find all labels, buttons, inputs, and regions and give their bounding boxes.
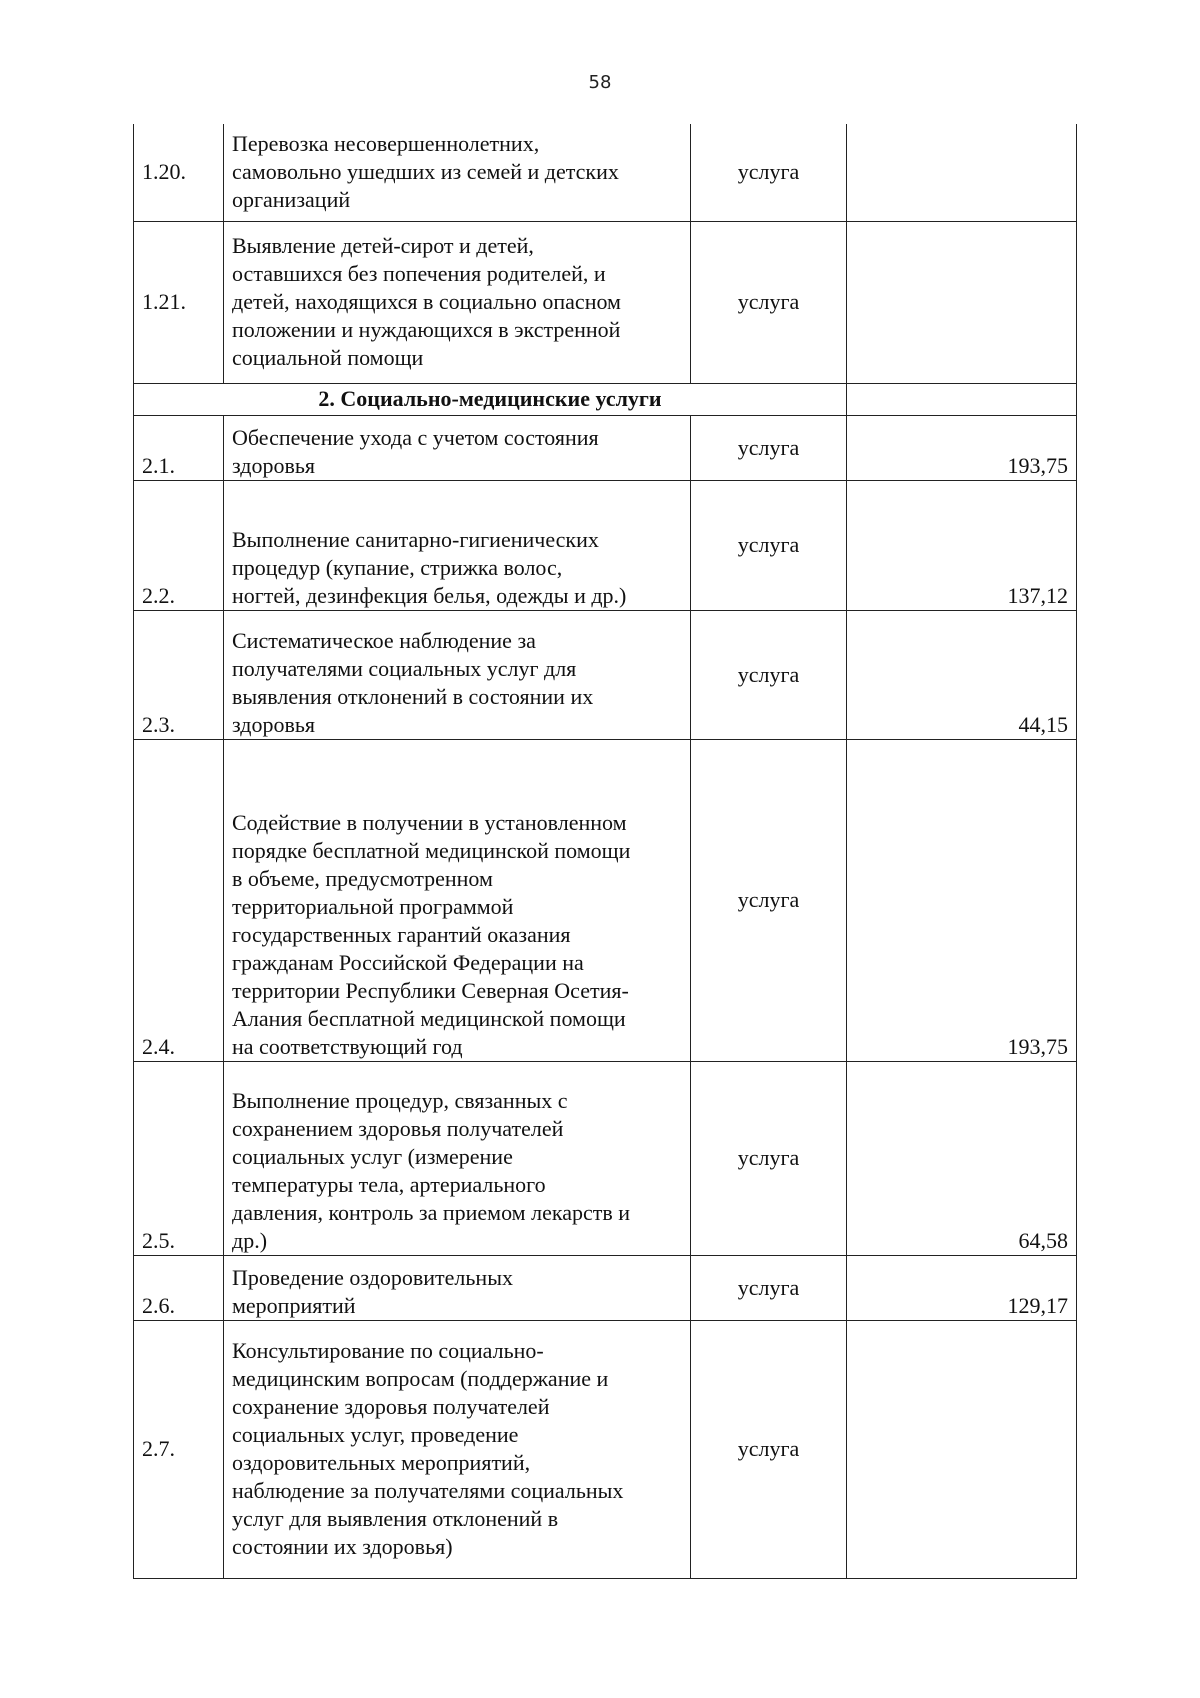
- price-cell: 44,15: [847, 610, 1077, 739]
- price-cell: 193,75: [847, 415, 1077, 480]
- price-cell: 129,17: [847, 1255, 1077, 1320]
- table-row: [134, 1255, 1077, 1320]
- price-cell: 64,58: [847, 1061, 1077, 1255]
- service-name: Содействие в получении в установленном порядке бесплатной медицинской помощи в объеме, предусмотренном территориальной программой государственных гарантий оказания гражданам Российской Федерации на территории Республики Северная Осетия- Алания бесплатной медицинской помощи на соответствующий год: [224, 739, 691, 1061]
- table-row: [134, 415, 1077, 480]
- row-number: 2.3.: [134, 610, 224, 739]
- unit-cell: услуга: [691, 480, 847, 610]
- unit-cell: услуга: [691, 221, 847, 383]
- row-number: 2.7.: [134, 1320, 224, 1578]
- unit-cell: услуга: [691, 610, 847, 739]
- table-row: [134, 221, 1077, 383]
- row-number: 2.5.: [134, 1061, 224, 1255]
- row-number: 1.20.: [134, 124, 224, 221]
- price-cell: 193,75: [847, 739, 1077, 1061]
- page-number: 58: [588, 72, 612, 93]
- unit-cell: услуга: [691, 1255, 847, 1320]
- unit-cell: услуга: [691, 739, 847, 1061]
- table-row: [134, 480, 1077, 610]
- service-name: Систематическое наблюдение за получателями социальных услуг для выявления отклонений в состоянии их здоровья: [224, 610, 691, 739]
- table-row: [134, 739, 1077, 1061]
- section-row: [134, 383, 1077, 415]
- service-name: Проведение оздоровительных мероприятий: [224, 1255, 691, 1320]
- price-cell: [847, 221, 1077, 383]
- row-number: 1.21.: [134, 221, 224, 383]
- row-number: 2.1.: [134, 415, 224, 480]
- row-number: 2.2.: [134, 480, 224, 610]
- service-name: Перевозка несовершеннолетних, самовольно ушедших из семей и детских организаций: [224, 124, 691, 221]
- price-cell: 137,12: [847, 480, 1077, 610]
- row-number: 2.4.: [134, 739, 224, 1061]
- service-name: Консультирование по социально- медицинским вопросам (поддержание и сохранение здоровья получателей социальных услуг, проведение оздоровительных мероприятий, наблюдение за получателями социальных услуг для выявления отклонений в состоянии их здоровья): [224, 1320, 691, 1578]
- table-row: [134, 1061, 1077, 1255]
- service-name: Выявление детей-сирот и детей, оставшихся без попечения родителей, и детей, находящихся в социально опасном положении и нуждающихся в экстренной социальной помощи: [224, 221, 691, 383]
- price-cell: [847, 1320, 1077, 1578]
- section-title: 2. Социально-медицинские услуги: [134, 383, 847, 415]
- table-row: [134, 610, 1077, 739]
- price-cell: [847, 124, 1077, 221]
- unit-cell: услуга: [691, 124, 847, 221]
- service-name: Выполнение процедур, связанных с сохранением здоровья получателей социальных услуг (измерение температуры тела, артериального давления, контроль за приемом лекарств и др.): [224, 1061, 691, 1255]
- unit-cell: услуга: [691, 415, 847, 480]
- table-row: [134, 1320, 1077, 1578]
- services-table: [133, 124, 1077, 1579]
- unit-cell: услуга: [691, 1061, 847, 1255]
- table-row: [134, 124, 1077, 221]
- unit-cell: услуга: [691, 1320, 847, 1578]
- service-name: Обеспечение ухода с учетом состояния здоровья: [224, 415, 691, 480]
- service-name: Выполнение санитарно-гигиенических процедур (купание, стрижка волос, ногтей, дезинфекция белья, одежды и др.): [224, 480, 691, 610]
- row-number: 2.6.: [134, 1255, 224, 1320]
